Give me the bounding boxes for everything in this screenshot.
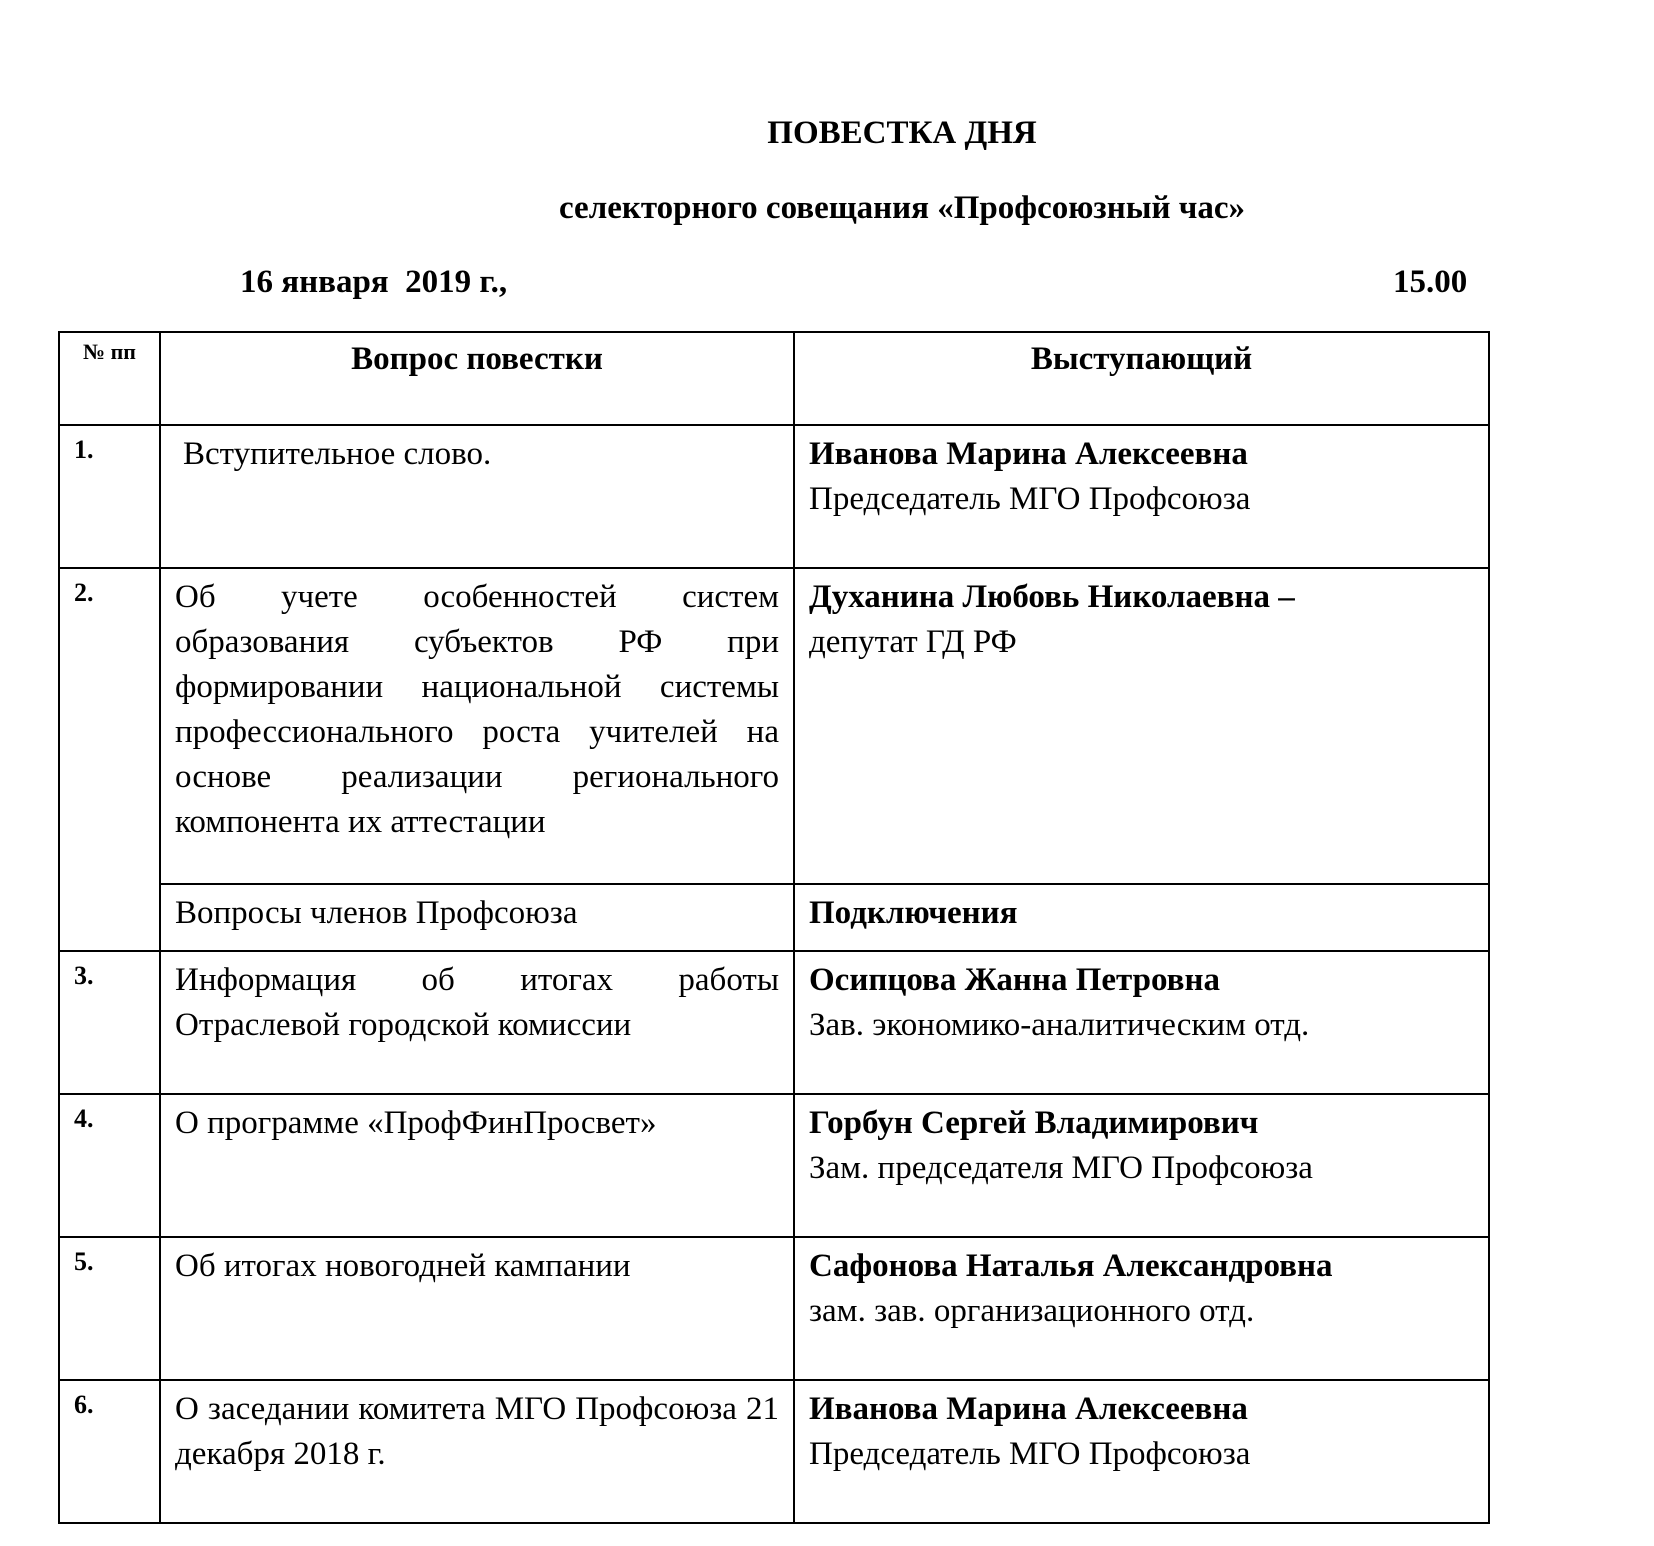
speaker-name: Осипцова Жанна Петровна [809,962,1220,998]
speaker-name: Иванова Марина Алексеевна [809,1391,1248,1427]
speaker-name: Духанина Любовь Николаевна – [809,579,1295,615]
row-number: 5. [59,1237,160,1380]
speaker-role: Зав. экономико-аналитическим отд. [809,1007,1310,1043]
agenda-table [58,331,1490,1524]
row-sub-question: Вопросы членов Профсоюза [160,884,794,951]
header-number: № пп [59,332,160,425]
sub-speaker-label: Подключения [809,895,1018,931]
row-speaker [794,425,1489,568]
document-title: ПОВЕСТКА ДНЯ [767,115,1037,151]
speaker-role: Зам. председателя МГО Профсоюза [809,1150,1313,1186]
table-row [59,568,1489,884]
row-question: Информация об итогах работы Отраслевой городской комиссии [160,951,794,1094]
speaker-role: Председатель МГО Профсоюза [809,1436,1251,1472]
row-question: Об учете особенностей систем образования субъектов РФ при формировании национальной системы профессионального роста учителей на основе реализации регионального компонента их аттестации [160,568,794,884]
table-row [59,1094,1489,1237]
table-row [59,1237,1489,1380]
row-speaker [794,1237,1489,1380]
row-question: О заседании комитета МГО Профсоюза 21 декабря 2018 г. [160,1380,794,1523]
meeting-date: 16 января 2019 г., [240,264,508,300]
row-speaker [794,1094,1489,1237]
row-sub-speaker [794,884,1489,951]
row-number: 1. [59,425,160,568]
header-speaker: Выступающий [794,332,1489,425]
row-speaker [794,951,1489,1094]
row-speaker [794,1380,1489,1523]
row-number: 3. [59,951,160,1094]
table-row [59,425,1489,568]
speaker-name: Иванова Марина Алексеевна [809,436,1248,472]
table-subrow [59,884,1489,951]
row-number: 6. [59,1380,160,1523]
row-number: 2. [59,568,160,951]
table-row [59,1380,1489,1523]
speaker-role: депутат ГД РФ [809,624,1017,660]
header-question: Вопрос повестки [160,332,794,425]
row-question: О программе «ПрофФинПросвет» [160,1094,794,1237]
speaker-role: зам. зав. организационного отд. [809,1293,1255,1329]
document-subtitle: селекторного совещания «Профсоюзный час» [559,190,1245,226]
table-row [59,951,1489,1094]
table-header-row [59,332,1489,425]
row-number: 4. [59,1094,160,1237]
row-question: Вступительное слово. [160,425,794,568]
speaker-name: Сафонова Наталья Александровна [809,1248,1333,1284]
row-question: Об итогах новогодней кампании [160,1237,794,1380]
row-speaker [794,568,1489,884]
speaker-role: Председатель МГО Профсоюза [809,481,1251,517]
meeting-time: 15.00 [1393,264,1468,300]
speaker-name: Горбун Сергей Владимирович [809,1105,1259,1141]
